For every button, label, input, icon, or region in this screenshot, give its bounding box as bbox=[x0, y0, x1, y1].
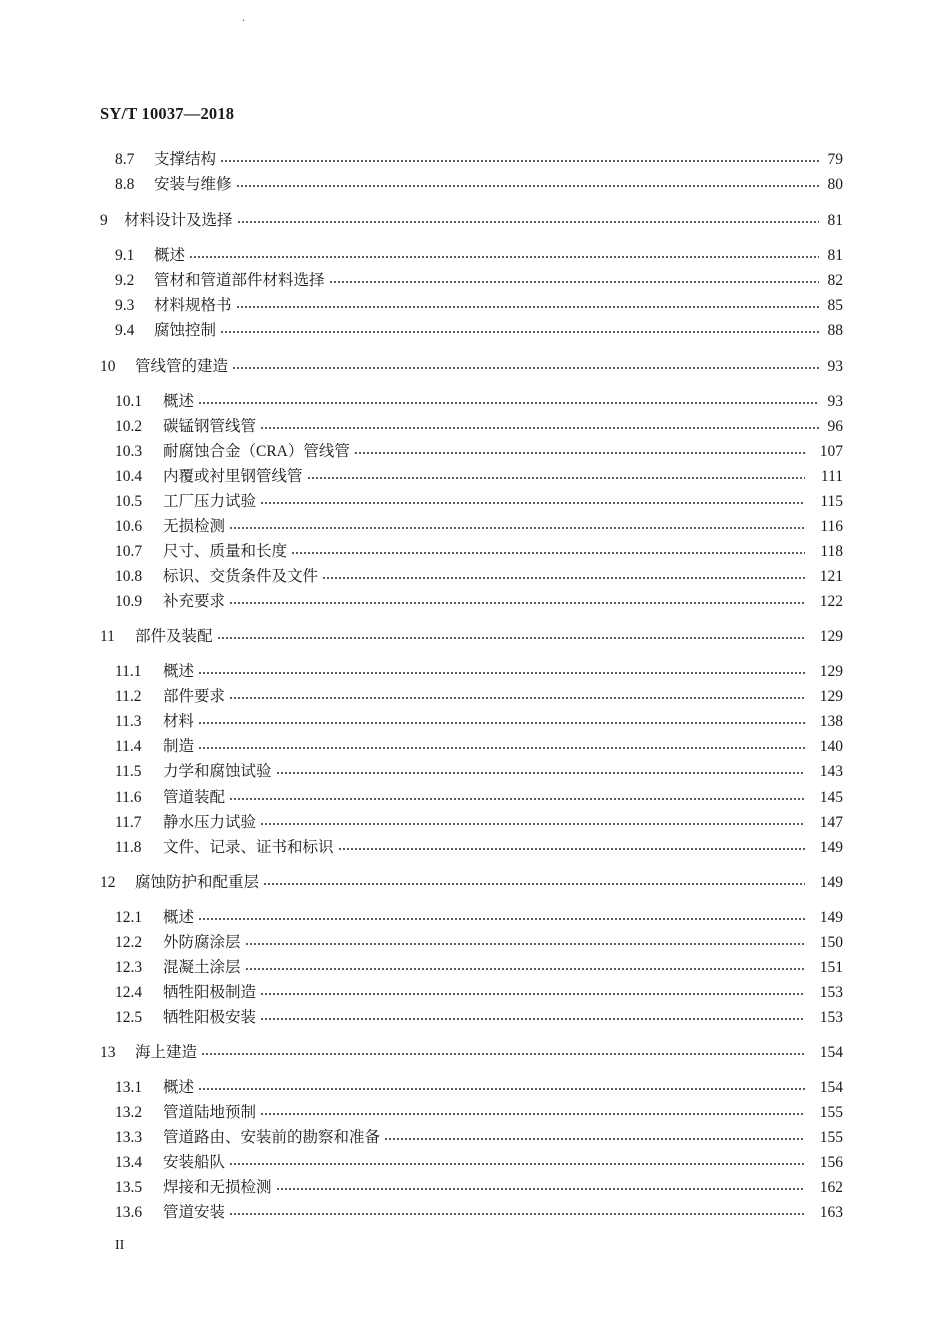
toc-section[interactable] bbox=[115, 662, 843, 682]
dot-leader bbox=[291, 542, 805, 556]
toc-number: 11.1 bbox=[115, 663, 142, 680]
toc-title: 无损检测 bbox=[163, 518, 226, 535]
toc-number: 10.2 bbox=[115, 418, 143, 435]
toc-number: 11.3 bbox=[115, 713, 142, 730]
dot-leader bbox=[329, 271, 819, 285]
dot-leader bbox=[229, 1153, 805, 1167]
toc-chapter[interactable] bbox=[100, 873, 843, 893]
toc-page-number: 163 bbox=[819, 1204, 843, 1221]
toc-title: 文件、记录、证书和标识 bbox=[163, 839, 334, 856]
toc-number: 11 bbox=[100, 628, 115, 645]
stray-mark: . bbox=[242, 10, 245, 24]
toc-section[interactable] bbox=[115, 1078, 843, 1098]
toc-section[interactable] bbox=[115, 712, 843, 732]
toc-title: 部件及装配 bbox=[135, 628, 213, 645]
dot-leader bbox=[198, 1078, 805, 1092]
toc-section[interactable] bbox=[115, 467, 843, 487]
toc-page-number: 93 bbox=[827, 393, 843, 410]
toc-number: 10.6 bbox=[115, 518, 143, 535]
toc-section[interactable] bbox=[115, 517, 843, 537]
toc-page-number: 96 bbox=[827, 418, 843, 435]
dot-leader bbox=[229, 517, 805, 531]
toc-page-number: 149 bbox=[819, 909, 843, 926]
toc-page-number: 116 bbox=[820, 518, 843, 535]
toc-page-number: 154 bbox=[819, 1044, 843, 1061]
toc-section[interactable] bbox=[115, 542, 843, 562]
toc-section[interactable] bbox=[115, 1008, 843, 1028]
toc-section[interactable] bbox=[115, 1128, 843, 1148]
toc-title: 标识、交货条件及文件 bbox=[163, 568, 319, 585]
toc-number: 11.5 bbox=[115, 763, 142, 780]
dot-leader bbox=[260, 813, 805, 827]
dot-leader bbox=[220, 321, 819, 335]
toc-title: 海上建造 bbox=[135, 1044, 198, 1061]
toc-page-number: 82 bbox=[827, 272, 843, 289]
toc-page-number: 118 bbox=[820, 543, 843, 560]
toc-title: 补充要求 bbox=[163, 593, 226, 610]
dot-leader bbox=[229, 592, 805, 606]
toc-page-number: 81 bbox=[827, 212, 843, 229]
toc-section[interactable] bbox=[115, 392, 843, 412]
toc-title: 腐蚀防护和配重层 bbox=[135, 874, 260, 891]
toc-page-number: 154 bbox=[819, 1079, 843, 1096]
dot-leader bbox=[201, 1043, 805, 1057]
toc-number: 13 bbox=[100, 1044, 116, 1061]
toc-section[interactable] bbox=[115, 175, 843, 195]
toc-number: 12 bbox=[100, 874, 116, 891]
toc-page-number: 151 bbox=[819, 959, 843, 976]
toc-title: 管道装配 bbox=[163, 789, 226, 806]
toc-section[interactable] bbox=[115, 1178, 843, 1198]
toc-page-number: 153 bbox=[819, 984, 843, 1001]
toc-page-number: 129 bbox=[819, 628, 843, 645]
toc-chapter[interactable] bbox=[100, 1043, 843, 1063]
toc-section[interactable] bbox=[115, 567, 843, 587]
toc-title: 牺牲阳极制造 bbox=[163, 984, 257, 1001]
toc-section[interactable] bbox=[115, 1153, 843, 1173]
toc-title: 牺牲阳极安装 bbox=[163, 1009, 257, 1026]
toc-title: 管线管的建造 bbox=[135, 358, 229, 375]
toc-page-number: 143 bbox=[819, 763, 843, 780]
toc-page-number: 129 bbox=[819, 663, 843, 680]
toc-title: 概述 bbox=[163, 663, 195, 680]
toc-section[interactable] bbox=[115, 1103, 843, 1123]
toc-page-number: 138 bbox=[819, 713, 843, 730]
dot-leader bbox=[245, 958, 805, 972]
dot-leader bbox=[236, 296, 819, 310]
toc-title: 概述 bbox=[163, 1079, 195, 1096]
toc-page-number: 111 bbox=[820, 468, 843, 485]
toc-number: 10.1 bbox=[115, 393, 143, 410]
dot-leader bbox=[229, 1203, 805, 1217]
toc-section[interactable] bbox=[115, 246, 843, 266]
toc-number: 12.5 bbox=[115, 1009, 143, 1026]
toc-page-number: 122 bbox=[819, 593, 843, 610]
dot-leader bbox=[217, 627, 805, 641]
toc-title: 材料 bbox=[163, 713, 195, 730]
toc-section[interactable] bbox=[115, 592, 843, 612]
toc-title: 材料规格书 bbox=[154, 297, 232, 314]
toc-title: 部件要求 bbox=[163, 688, 226, 705]
dot-leader bbox=[260, 417, 819, 431]
toc-number: 10 bbox=[100, 358, 116, 375]
toc-page-number: 162 bbox=[819, 1179, 843, 1196]
toc-section[interactable] bbox=[115, 150, 843, 170]
toc-title: 内覆或衬里钢管线管 bbox=[163, 468, 303, 485]
toc-section[interactable] bbox=[115, 1203, 843, 1223]
toc-number: 13.2 bbox=[115, 1104, 143, 1121]
toc-title: 材料设计及选择 bbox=[124, 212, 233, 229]
toc-title: 耐腐蚀合金（CRA）管线管 bbox=[163, 443, 350, 460]
toc-page-number: 81 bbox=[827, 247, 843, 264]
page-number: II bbox=[115, 1238, 125, 1253]
toc-section[interactable] bbox=[115, 838, 843, 858]
toc-number: 13.1 bbox=[115, 1079, 143, 1096]
toc-page-number: 115 bbox=[820, 493, 843, 510]
toc-section[interactable] bbox=[115, 296, 843, 316]
toc-number: 10.5 bbox=[115, 493, 143, 510]
toc-number: 9.3 bbox=[115, 297, 135, 314]
toc-title: 管道安装 bbox=[163, 1204, 226, 1221]
toc-section[interactable] bbox=[115, 321, 843, 341]
toc-number: 13.4 bbox=[115, 1154, 143, 1171]
dot-leader bbox=[338, 838, 805, 852]
toc-section[interactable] bbox=[115, 417, 843, 437]
toc-section[interactable] bbox=[115, 983, 843, 1003]
toc-section[interactable] bbox=[115, 737, 843, 757]
toc-page-number: 149 bbox=[819, 839, 843, 856]
dot-leader bbox=[198, 392, 819, 406]
toc-page-number: 153 bbox=[819, 1009, 843, 1026]
toc-number: 9.2 bbox=[115, 272, 135, 289]
toc-title: 制造 bbox=[163, 738, 195, 755]
toc-number: 10.4 bbox=[115, 468, 143, 485]
toc-title: 概述 bbox=[163, 909, 195, 926]
dot-leader bbox=[307, 467, 805, 481]
toc-section[interactable] bbox=[115, 442, 843, 462]
dot-leader bbox=[229, 788, 805, 802]
toc-page-number: 121 bbox=[819, 568, 843, 585]
dot-leader bbox=[245, 933, 805, 947]
toc-section[interactable] bbox=[115, 788, 843, 808]
dot-leader bbox=[198, 908, 805, 922]
toc-page-number: 155 bbox=[819, 1129, 843, 1146]
toc-page-number: 93 bbox=[827, 358, 843, 375]
toc-page-number: 150 bbox=[819, 934, 843, 951]
toc-number: 12.1 bbox=[115, 909, 143, 926]
toc-number: 10.8 bbox=[115, 568, 143, 585]
toc-page-number: 80 bbox=[827, 176, 843, 193]
toc-title: 概述 bbox=[163, 393, 195, 410]
toc-page-number: 140 bbox=[819, 738, 843, 755]
dot-leader bbox=[276, 1178, 805, 1192]
document-number: SY/T 10037—2018 bbox=[100, 104, 235, 123]
toc-section[interactable] bbox=[115, 933, 843, 953]
toc-title: 安装与维修 bbox=[154, 176, 232, 193]
toc-number: 11.6 bbox=[115, 789, 142, 806]
toc-number: 12.3 bbox=[115, 959, 143, 976]
toc-title: 安装船队 bbox=[163, 1154, 226, 1171]
toc-title: 碳锰钢管线管 bbox=[163, 418, 257, 435]
toc-page-number: 79 bbox=[827, 151, 843, 168]
toc-title: 支撑结构 bbox=[154, 151, 217, 168]
toc-page-number: 88 bbox=[827, 322, 843, 339]
dot-leader bbox=[276, 762, 805, 776]
toc-number: 10.9 bbox=[115, 593, 143, 610]
toc-title: 焊接和无损检测 bbox=[163, 1179, 272, 1196]
dot-leader bbox=[384, 1128, 805, 1142]
toc-title: 混凝土涂层 bbox=[163, 959, 241, 976]
dot-leader bbox=[260, 1103, 805, 1117]
toc-page-number: 156 bbox=[819, 1154, 843, 1171]
dot-leader bbox=[260, 983, 805, 997]
toc-number: 13.5 bbox=[115, 1179, 143, 1196]
dot-leader bbox=[236, 175, 819, 189]
toc-number: 13.3 bbox=[115, 1129, 143, 1146]
toc-page-number: 107 bbox=[819, 443, 843, 460]
toc-title: 管道陆地预制 bbox=[163, 1104, 257, 1121]
toc-page-number: 147 bbox=[819, 814, 843, 831]
dot-leader bbox=[354, 442, 805, 456]
toc-page-number: 145 bbox=[819, 789, 843, 806]
dot-leader bbox=[322, 567, 805, 581]
toc-page-number: 129 bbox=[819, 688, 843, 705]
toc-chapter[interactable] bbox=[100, 211, 843, 231]
toc-title: 力学和腐蚀试验 bbox=[163, 763, 272, 780]
toc-number: 9.4 bbox=[115, 322, 135, 339]
toc-title: 腐蚀控制 bbox=[154, 322, 217, 339]
toc-section[interactable] bbox=[115, 687, 843, 707]
toc-chapter[interactable] bbox=[100, 627, 843, 647]
dot-leader bbox=[260, 1008, 805, 1022]
toc-number: 12.2 bbox=[115, 934, 143, 951]
toc-title: 概述 bbox=[154, 247, 186, 264]
toc-title: 尺寸、质量和长度 bbox=[163, 543, 288, 560]
toc-number: 12.4 bbox=[115, 984, 143, 1001]
dot-leader bbox=[220, 150, 819, 164]
toc-title: 静水压力试验 bbox=[163, 814, 257, 831]
toc-section[interactable] bbox=[115, 492, 843, 512]
toc-page-number: 155 bbox=[819, 1104, 843, 1121]
toc-number: 11.7 bbox=[115, 814, 142, 831]
dot-leader bbox=[229, 687, 805, 701]
toc-section[interactable] bbox=[115, 958, 843, 978]
toc-number: 10.7 bbox=[115, 543, 143, 560]
toc-number: 9 bbox=[100, 212, 108, 229]
dot-leader bbox=[263, 873, 805, 887]
dot-leader bbox=[232, 357, 819, 371]
toc-section[interactable] bbox=[115, 762, 843, 782]
toc-page-number: 85 bbox=[827, 297, 843, 314]
toc-section[interactable] bbox=[115, 271, 843, 291]
toc-section[interactable] bbox=[115, 908, 843, 928]
dot-leader bbox=[237, 211, 819, 225]
dot-leader bbox=[198, 662, 805, 676]
toc-title: 工厂压力试验 bbox=[163, 493, 257, 510]
toc-number: 11.2 bbox=[115, 688, 142, 705]
toc-number: 10.3 bbox=[115, 443, 143, 460]
dot-leader bbox=[198, 712, 805, 726]
toc-number: 9.1 bbox=[115, 247, 135, 264]
dot-leader bbox=[260, 492, 805, 506]
toc-title: 管道路由、安装前的勘察和准备 bbox=[163, 1129, 381, 1146]
toc-title: 外防腐涂层 bbox=[163, 934, 241, 951]
toc-number: 8.7 bbox=[115, 151, 135, 168]
toc-number: 11.4 bbox=[115, 738, 142, 755]
toc-page-number: 149 bbox=[819, 874, 843, 891]
dot-leader bbox=[189, 246, 819, 260]
toc-chapter[interactable] bbox=[100, 357, 843, 377]
toc-number: 11.8 bbox=[115, 839, 142, 856]
toc-number: 13.6 bbox=[115, 1204, 143, 1221]
toc-title: 管材和管道部件材料选择 bbox=[154, 272, 325, 289]
toc-number: 8.8 bbox=[115, 176, 135, 193]
toc-section[interactable] bbox=[115, 813, 843, 833]
dot-leader bbox=[198, 737, 805, 751]
